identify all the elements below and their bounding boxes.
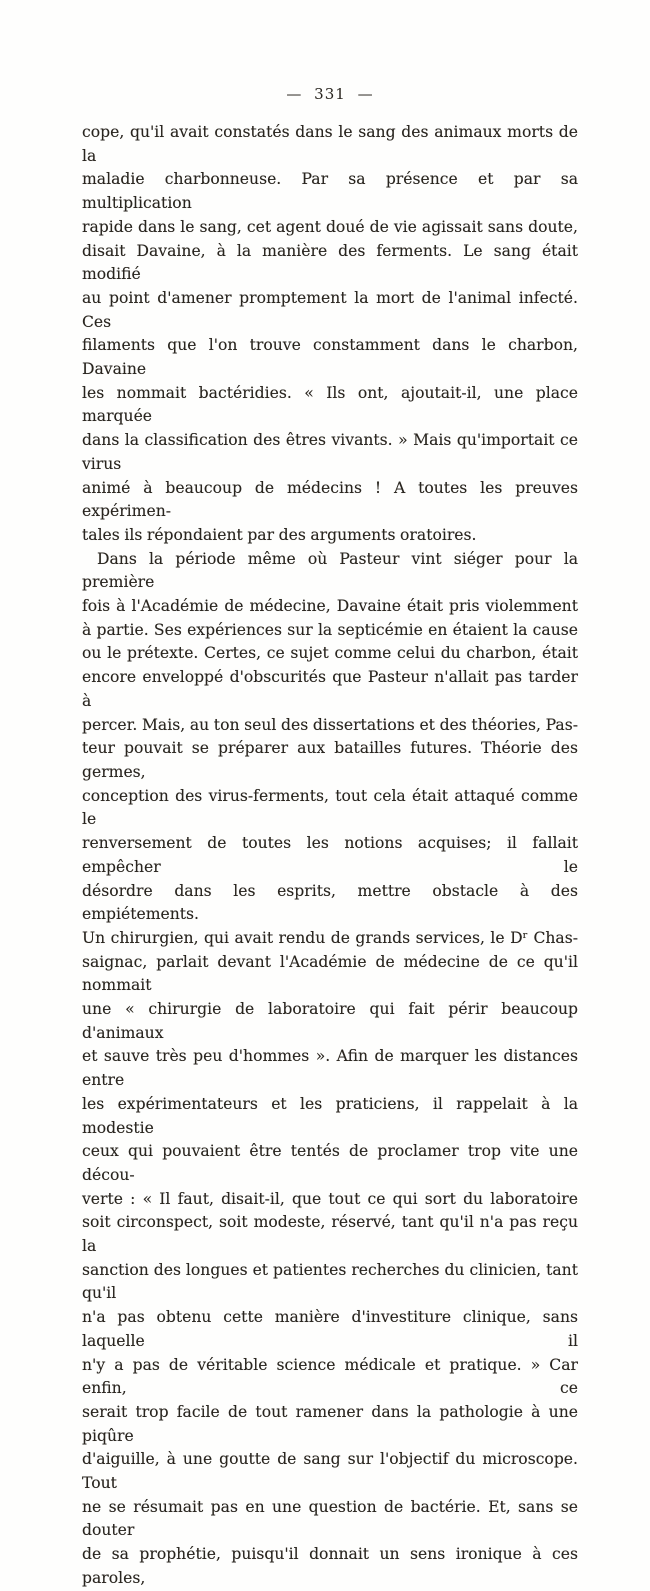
text-line: disait Davaine, à la manière des ferments. Le sang était modifié (82, 241, 578, 284)
text-line: conception des virus-ferments, tout cela était attaqué comme le (82, 786, 578, 829)
text-line: au point d'amener promptement la mort de l'animal infecté. Ces (82, 288, 578, 331)
text-line: Un chirurgien, qui avait rendu de grands services, le Dʳ Chas- (82, 928, 578, 947)
text-line: Dans la période même où Pasteur vint siéger pour la première (82, 549, 578, 592)
text-line: les nommait bactéridies. « Ils ont, ajoutait-il, une place marquée (82, 383, 578, 426)
text-line: sanction des longues et patientes recherches du clinicien, tant qu'il (82, 1260, 578, 1303)
text-line: d'aiguille, à une goutte de sang sur l'objectif du microscope. Tout (82, 1450, 578, 1493)
text-line: désordre dans les esprits, mettre obstacle à des empiétements. (82, 881, 578, 924)
text-line: verte : « Il faut, disait-il, que tout ce qui sort du laboratoire (82, 1189, 578, 1208)
text-line: ceux qui pouvaient être tentés de proclamer trop vite une décou- (82, 1142, 578, 1184)
text-line: de sa prophétie, puisqu'il donnait un sens ironique à ces paroles, (82, 1545, 578, 1587)
text-line: filaments que l'on trouve constamment dans le charbon, Davaine (82, 336, 578, 379)
page-header (82, 84, 578, 103)
text-line: saignac, parlait devant l'Académie de médecine de ce qu'il nommait (82, 952, 578, 995)
text-line: encore enveloppé d'obscurités que Pasteur n'allait pas tarder à (82, 668, 578, 710)
text-line: renversement de toutes les notions acquises; il fallait empêcher le (82, 834, 578, 876)
text-line: une « chirurgie de laboratoire qui fait périr beaucoup d'animaux (82, 1000, 578, 1042)
text-line: dans la classification des êtres vivants. » Mais qu'importait ce virus (82, 431, 578, 473)
text-line: ne se résumait pas en une question de bactérie. Et, sans se douter (82, 1497, 578, 1540)
text-line: rapide dans le sang, cet agent doué de vie agissait sans doute, (82, 217, 578, 236)
text-line: tales ils répondaient par des arguments oratoires. (82, 525, 477, 544)
page-number: — 331 — (286, 85, 374, 103)
text-line: cope, qu'il avait constatés dans le sang des animaux morts de la (82, 123, 578, 165)
text-line: fois à l'Académie de médecine, Davaine était pris violemment (82, 597, 578, 616)
text-line: teur pouvait se préparer aux batailles futures. Théorie des germes, (82, 739, 578, 781)
text-line: n'y a pas de véritable science médicale et pratique. » Car enfin, ce (82, 1355, 578, 1398)
text-line: n'a pas obtenu cette manière d'investiture clinique, sans laquelle il (82, 1308, 578, 1350)
text-line: soit circonspect, soit modeste, réservé, tant qu'il n'a pas reçu la (82, 1213, 578, 1256)
text-line: maladie charbonneuse. Par sa présence et par sa multiplication (82, 170, 578, 213)
body-text-block (82, 121, 578, 1591)
text-line: percer. Mais, au ton seul des dissertations et des théories, Pas- (82, 715, 578, 734)
text-line: serait trop facile de tout ramener dans la pathologie à une piqûre (82, 1402, 578, 1445)
text-line: animé à beaucoup de médecins ! A toutes les preuves expérimen- (82, 478, 578, 521)
text-line: à partie. Ses expériences sur la septicémie en étaient la cause (82, 620, 578, 639)
text-line: ou le prétexte. Certes, ce sujet comme celui du charbon, était (82, 644, 578, 663)
text-line: les expérimentateurs et les praticiens, il rappelait à la modestie (82, 1094, 578, 1137)
text-line: et sauve très peu d'hommes ». Afin de marquer les distances entre (82, 1047, 578, 1090)
